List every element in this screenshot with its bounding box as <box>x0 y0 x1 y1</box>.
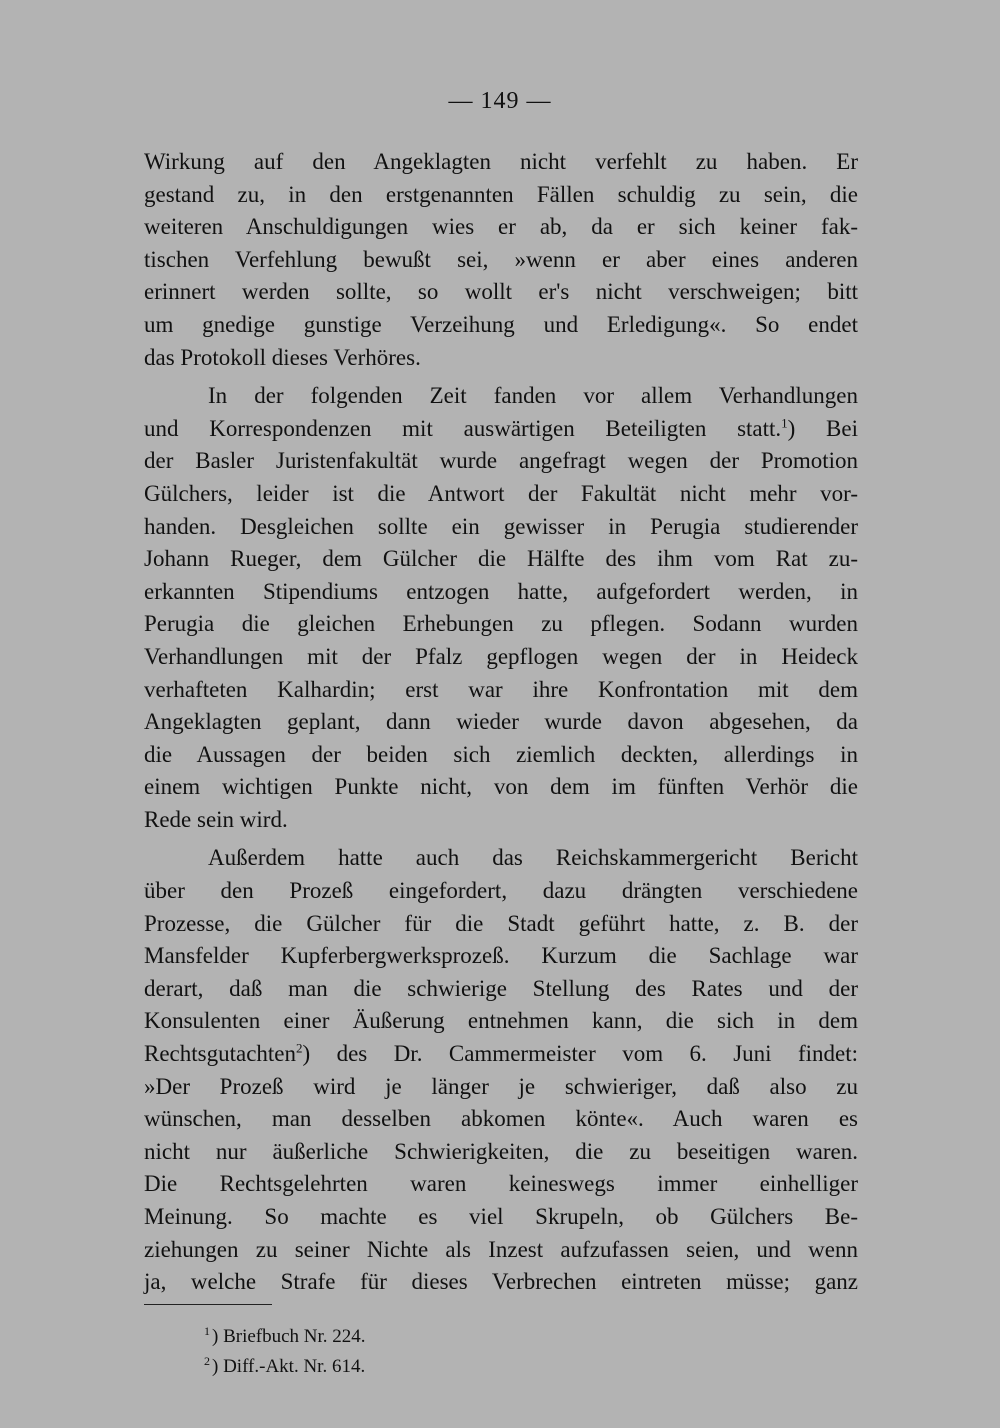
footnote-separator <box>144 1304 272 1305</box>
text-line: In der folgenden Zeit fanden vor allem Verhandlungen <box>208 383 858 409</box>
text-fragment: ) Bei <box>787 415 858 441</box>
text-line: Rede sein wird. <box>144 806 288 832</box>
text-line: Gülchers, leider ist die Antwort der Fakultät nicht mehr vor- <box>144 480 858 506</box>
text-line: Perugia die gleichen Erhebungen zu pflegen. Sodann wurden <box>144 611 858 637</box>
text-line: tischen Verfehlung bewußt sei, »wenn er aber eines anderen <box>144 246 858 272</box>
text-line: Außerdem hatte auch das Reichskammergericht Bericht <box>208 845 858 871</box>
text-line-with-footnote <box>144 1038 858 1071</box>
text-fragment: ) des Dr. Cammermeister vom 6. Juni findet: <box>302 1041 858 1067</box>
paragraph-1 <box>144 146 858 374</box>
footnote-text: ) Diff.-Akt. Nr. 614. <box>212 1356 366 1377</box>
text-line: der Basler Juristenfakultät wurde angefragt wegen der Promotion <box>144 448 858 474</box>
text-line: über den Prozeß eingefordert, dazu drängten verschiedene <box>144 878 858 904</box>
body-text <box>144 146 858 1299</box>
text-line: Konsulenten einer Äußerung entnehmen kann, die sich in dem <box>144 1008 858 1034</box>
footnote-mark: 2 <box>204 1353 210 1368</box>
text-line: die Aussagen der beiden sich ziemlich deckten, allerdings in <box>144 741 858 767</box>
text-line: das Protokoll dieses Verhöres. <box>144 344 421 370</box>
footnote-2 <box>204 1352 366 1382</box>
text-line: gestand zu, in den erstgenannten Fällen schuldig zu sein, die <box>144 181 858 207</box>
text-line: Mansfelder Kupferbergwerksprozeß. Kurzum die Sachlage war <box>144 943 858 969</box>
page-number: — 149 — <box>448 88 552 114</box>
text-line: Meinung. So machte es viel Skrupeln, ob Gülchers Be- <box>144 1204 858 1229</box>
text-line: verhafteten Kalhardin; erst war ihre Konfrontation mit dem <box>144 676 858 702</box>
text-line: wünschen, man desselben abkomen könte«. Auch waren es <box>144 1106 858 1132</box>
text-fragment: Rechtsgutachten <box>144 1041 297 1067</box>
paragraph-2 <box>144 380 858 836</box>
text-line: Angeklagten geplant, dann wieder wurde davon abgesehen, da <box>144 709 858 735</box>
footnote-1 <box>204 1322 366 1352</box>
text-line: weiteren Anschuldigungen wies er ab, da er sich keiner fak- <box>144 214 858 240</box>
text-fragment: und Korrespondenzen mit auswärtigen Beteiligten statt. <box>144 415 782 441</box>
paragraph-3 <box>144 842 858 1298</box>
text-line: Johann Rueger, dem Gülcher die Hälfte des ihm vom Rat zu- <box>144 546 858 572</box>
text-line: handen. Desgleichen sollte ein gewisser in Perugia studierender <box>144 513 858 539</box>
text-line: Verhandlungen mit der Pfalz gepflogen wegen der in Heideck <box>144 643 858 669</box>
text-line: Die Rechtsgelehrten waren keineswegs immer einhelliger <box>144 1171 858 1197</box>
text-line: Wirkung auf den Angeklagten nicht verfehlt zu haben. Er <box>144 149 858 174</box>
text-line: erinnert werden sollte, so wollt er's nicht verschweigen; bitt <box>144 279 858 305</box>
text-line: nicht nur äußerliche Schwierigkeiten, die zu beseitigen waren. <box>144 1138 858 1164</box>
text-line: ziehungen zu seiner Nichte als Inzest aufzufassen seien, und wenn <box>144 1236 858 1262</box>
footnote-reference: 2 <box>296 1040 303 1056</box>
footnote-reference: 1 <box>781 415 788 431</box>
footnotes <box>204 1322 366 1382</box>
text-line: erkannten Stipendiums entzogen hatte, aufgefordert werden, in <box>144 578 858 604</box>
text-line-with-footnote <box>144 413 858 446</box>
text-line: derart, daß man die schwierige Stellung des Rates und der <box>144 975 858 1001</box>
footnote-mark: 1 <box>204 1323 210 1338</box>
text-line: ja, welche Strafe für dieses Verbrechen eintreten müsse; ganz <box>144 1269 858 1295</box>
footnote-text: ) Briefbuch Nr. 224. <box>212 1326 366 1347</box>
text-line: »Der Prozeß wird je länger je schwieriger, daß also zu <box>144 1073 858 1099</box>
text-line: einem wichtigen Punkte nicht, von dem im fünften Verhör die <box>144 774 858 800</box>
text-line: Prozesse, die Gülcher für die Stadt geführt hatte, z. B. der <box>144 910 858 936</box>
text-line: um gnedige gunstige Verzeihung und Erledigung«. So endet <box>144 311 858 337</box>
